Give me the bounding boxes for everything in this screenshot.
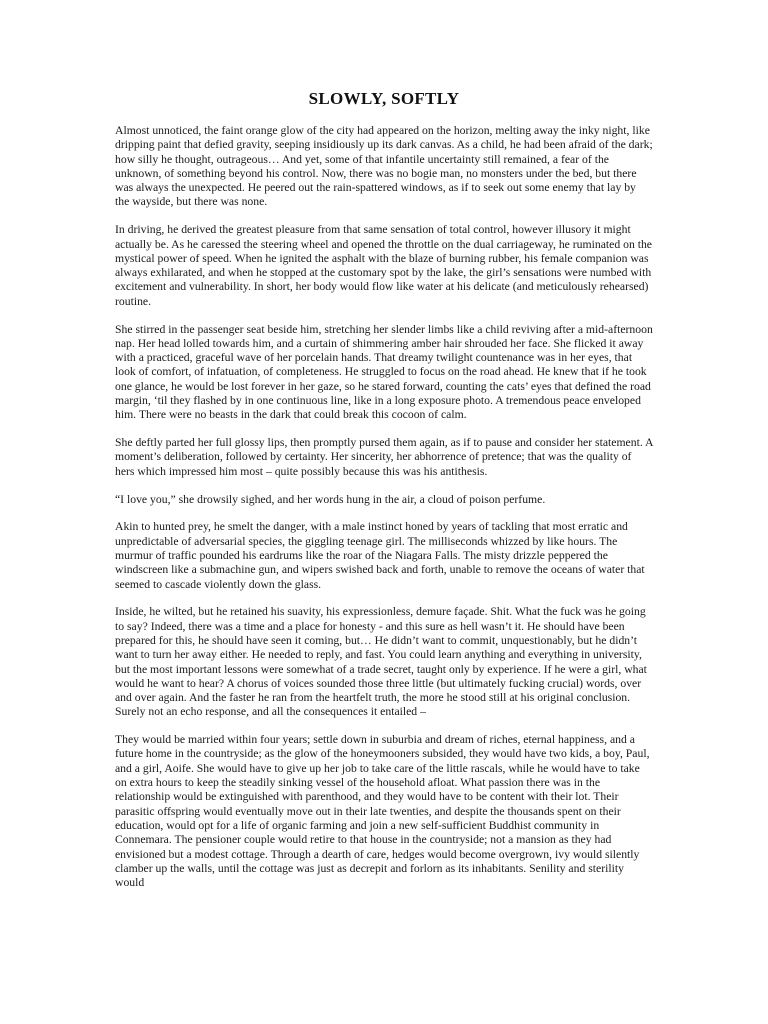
paragraph: In driving, he derived the greatest pleasure from that same sensation of total control, however illusory it might actually be. As he caressed the steering wheel and opened the throttle on the dual carriageway, he ruminated on the mystical power of speed. When he ignited the asphalt with the blaze of burning rubber, his female companion was always exhilarated, and when he stopped at the customary spot by the lake, the girl’s sensations were numbed with excitement and vulnerability. In short, her body would flow like water at his delicate (and meticulously rehearsed) routine. (115, 223, 652, 308)
document-body (115, 124, 653, 904)
paragraph: Akin to hunted prey, he smelt the danger, with a male instinct honed by years of tackling that most erratic and unpredictable of adversarial species, the giggling teenage girl. The milliseconds whizzed by like hours. The murmur of traffic pounded his eardrums like the roar of the Niagara Falls. The misty drizzle peppered the windscreen like a submachine gun, and wipers swished back and forth, unable to remove the oceans of water that seemed to cascade violently down the glass. (115, 520, 645, 591)
paragraph: She deftly parted her full glossy lips, then promptly pursed them again, as if to pause and consider her statement. A moment’s deliberation, followed by certainty. Her sincerity, her abhorrence of pretence; that was the quality of hers which impressed him most – quite possibly because this was his antithesis. (115, 436, 653, 478)
paragraph: They would be married within four years; settle down in suburbia and dream of riches, eternal happiness, and a future home in the countryside; as the glow of the honeymooners subsided, they would have two kids, a boy, Paul, and a girl, Aoife. She would have to give up her job to take care of the little rascals, while he would have to take on extra hours to keep the steadily sinking vessel of the household afloat. What passion there was in the relationship would be extinguished with parenthood, and they would have to be content with their lot. Their parasitic offspring would eventually move out in their late twenties, and despite the thousands spent on their education, would opt for a life of organic farming and join a new self-sufficient Buddhist community in Connemara. The pensioner couple would retire to that house in the countryside; not a mansion as they had envisioned but a modest cottage. Through a dearth of care, hedges would become overgrown, ivy would silently clamber up the walls, until the cottage was just as decrepit and forlorn as its inhabitants. Senility and sterility would (115, 733, 650, 890)
paragraph: She stirred in the passenger seat beside him, stretching her slender limbs like a child reviving after a mid-afternoon nap. Her head lolled towards him, and a curtain of shimmering amber hair shrouded her face. She flicked it away with a practiced, graceful wave of her porcelain hands. That dreamy twilight countenance was in her eyes, that look of comfort, of infatuation, of completeness. He struggled to focus on the road ahead. He knew that if he took one glance, he would be lost forever in her gaze, so he stared forward, counting the cats’ eyes that defined the road margin, ‘til they flashed by in one continuous line, like in a long exposure photo. A tremendous peace enveloped him. There were no beasts in the dark that could break this cocoon of calm. (115, 322, 653, 422)
page-title: SLOWLY, SOFTLY (308, 89, 460, 108)
paragraph: Almost unnoticed, the faint orange glow of the city had appeared on the horizon, melting away the inky night, like dripping paint that defied gravity, seeping insidiously up its dark canvas. As a child, he had been afraid of the dark; how silly he thought, outrageous… And yet, some of that infantile uncertainty still remained, a fear of the unknown, of something beyond his control. Now, there was no bogie man, no monsters under the bed, but there was always the unexpected. He peered out the rain-spattered windows, as if to seek out some enemy that lay by the wayside, but there was none. (115, 124, 653, 209)
paragraph: “I love you,” she drowsily sighed, and her words hung in the air, a cloud of poison perfume. (115, 492, 546, 506)
paragraph: Inside, he wilted, but he retained his suavity, his expressionless, demure façade. Shit. What the fuck was he going to say? Indeed, there was a time and a place for honesty - and this sure as hell wasn’t it. He should have been prepared for this, he should have seen it coming, but… He didn’t want to commit, unquestionably, but he didn’t want to turn her away either. He needed to reply, and fast. You could learn anything and everything in university, but the most important lessons were somewhat of a trade secret, taught only by experience. If he were a girl, what would he want to hear? A chorus of voices sounded those three little (but ultimately fucking crucial) words, over and over again. And the faster he ran from the heartfelt truth, the more he stood still at his original conclusion. Surely not an echo response, and all the consequences it entailed – (115, 605, 647, 719)
